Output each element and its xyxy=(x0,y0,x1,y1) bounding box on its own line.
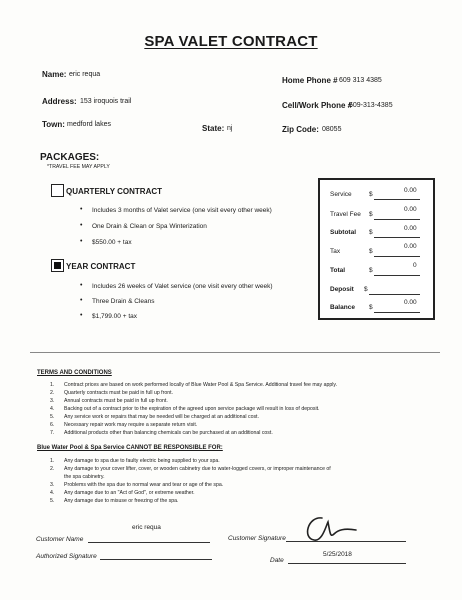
terms-number: 4. xyxy=(50,406,55,412)
travel-fee-note: *TRAVEL FEE MAY APPLY xyxy=(47,164,110,170)
name-value[interactable]: eric requa xyxy=(69,71,101,78)
responsibility-item: 3. Problems with the spa due to normal wear and tear or age of the spa. xyxy=(50,482,224,488)
deposit-label: Deposit xyxy=(330,286,354,293)
customer-signature-label: Customer Signature xyxy=(228,535,286,542)
responsibility-item: 1. Any damage to spa due to faulty electric being supplied to your spa. xyxy=(50,458,220,464)
terms-number: 5. xyxy=(50,414,55,420)
travel-fee-line xyxy=(374,219,420,220)
bullet-icon: • xyxy=(80,312,83,319)
state-label: State: xyxy=(202,124,225,133)
currency-sign: $ xyxy=(369,229,373,236)
terms-number: 2. xyxy=(50,390,55,396)
quarterly-checkbox[interactable] xyxy=(51,184,64,197)
terms-item: 7. Additional products other than balancing chemicals can be purchased at an additional cost. xyxy=(50,430,273,436)
travel-fee-label: Travel Fee xyxy=(330,211,361,218)
balance-line xyxy=(374,312,420,313)
subtotal-label: Subtotal xyxy=(330,229,356,236)
cell-phone-value[interactable]: 609-313-4385 xyxy=(349,102,393,109)
bullet-icon: • xyxy=(80,238,83,245)
year-checkbox[interactable] xyxy=(51,259,64,272)
currency-sign: $ xyxy=(364,286,368,293)
bullet-icon: • xyxy=(80,206,83,213)
currency-sign: $ xyxy=(369,191,373,198)
service-value[interactable]: 0.00 xyxy=(404,187,417,194)
town-label: Town: xyxy=(42,120,65,129)
responsibility-heading: Blue Water Pool & Spa Service CANNOT BE RESPONSIBLE FOR: xyxy=(37,445,223,451)
total-label: Total xyxy=(330,267,346,274)
quarterly-item: $550.00 + tax xyxy=(92,239,132,246)
terms-number: 6. xyxy=(50,422,55,428)
responsibility-number: 1. xyxy=(50,458,55,464)
tax-value[interactable]: 0.00 xyxy=(404,243,417,250)
terms-item: 1. Contract prices are based on work performed locally of Blue Water Pool & Spa Service. Additional travel fee may apply. xyxy=(50,382,338,388)
year-item: Three Drain & Cleans xyxy=(92,298,155,305)
responsibility-item: 2. Any damage to your cover lifter, cover, or wooden cabinetry due to water-logged covers, or improper maintenance of xyxy=(50,466,331,472)
quarterly-item: Includes 3 months of Valet service (one visit every other week) xyxy=(92,207,272,214)
year-label: YEAR CONTRACT xyxy=(66,262,136,271)
terms-item: 5. Any service work or repairs that may be needed will be charged at an additional cost. xyxy=(50,414,259,420)
deposit-line xyxy=(369,294,420,295)
terms-item: 4. Backing out of a contract prior to the expiration of the agreed upon service package will result in loss of deposit. xyxy=(50,406,320,412)
customer-name-line xyxy=(88,542,210,543)
divider xyxy=(30,352,440,353)
date-value[interactable]: 5/25/2018 xyxy=(323,551,352,558)
zip-value[interactable]: 08055 xyxy=(322,126,342,133)
total-value[interactable]: 0 xyxy=(413,262,417,269)
name-label: Name: xyxy=(42,70,67,79)
terms-number: 3. xyxy=(50,398,55,404)
currency-sign: $ xyxy=(369,211,373,218)
authorized-signature-label: Authorized Signature xyxy=(36,553,97,560)
quarterly-label: QUARTERLY CONTRACT xyxy=(66,187,163,196)
travel-fee-value[interactable]: 0.00 xyxy=(404,206,417,213)
currency-sign: $ xyxy=(369,248,373,255)
balance-value[interactable]: 0.00 xyxy=(404,299,417,306)
bullet-icon: • xyxy=(80,222,83,229)
subtotal-value[interactable]: 0.00 xyxy=(404,225,417,232)
page-title: SPA VALET CONTRACT xyxy=(144,33,318,50)
customer-name-label: Customer Name xyxy=(36,536,84,543)
subtotal-line xyxy=(374,237,420,238)
date-line xyxy=(288,563,406,564)
terms-heading: TERMS AND CONDITIONS xyxy=(37,370,112,376)
responsibility-item: 4. Any damage due to an "Act of God", or extreme weather. xyxy=(50,490,195,496)
responsibility-number: 4. xyxy=(50,490,55,496)
responsibility-item: 5. Any damage due to misuse or freezing of the spa. xyxy=(50,498,179,504)
tax-label: Tax xyxy=(330,248,341,255)
currency-sign: $ xyxy=(369,304,373,311)
responsibility-number: 2. xyxy=(50,466,55,472)
customer-signature-line[interactable] xyxy=(286,541,406,542)
terms-number: 1. xyxy=(50,382,55,388)
responsibility-number: 5. xyxy=(50,498,55,504)
home-phone-value[interactable]: 609 313 4385 xyxy=(339,77,382,84)
terms-item: 3. Annual contracts must be paid in full up front. xyxy=(50,398,168,404)
year-item: Includes 26 weeks of Valet service (one visit every other week) xyxy=(92,283,273,290)
responsibility-item-cont: the spa cabinetry. xyxy=(64,474,105,480)
total-line xyxy=(374,275,420,276)
bullet-icon: • xyxy=(80,297,83,304)
year-item: $1,799.00 + tax xyxy=(92,313,137,320)
date-label: Date xyxy=(270,557,284,564)
service-label: Service xyxy=(330,191,352,198)
zip-label: Zip Code: xyxy=(282,125,319,134)
town-value[interactable]: medford lakes xyxy=(67,121,111,128)
address-label: Address: xyxy=(42,97,77,106)
tax-line xyxy=(374,256,420,257)
home-phone-label: Home Phone # xyxy=(282,76,338,85)
quarterly-item: One Drain & Clean or Spa Winterization xyxy=(92,223,207,230)
terms-number: 7. xyxy=(50,430,55,436)
bullet-icon: • xyxy=(80,282,83,289)
responsibility-number: 3. xyxy=(50,482,55,488)
state-value[interactable]: nj xyxy=(227,125,233,132)
terms-item: 2. Quarterly contracts must be paid in full up front. xyxy=(50,390,173,396)
currency-sign: $ xyxy=(369,267,373,274)
address-value[interactable]: 153 iroquois trail xyxy=(80,98,132,105)
packages-heading: PACKAGES: xyxy=(40,152,100,163)
balance-label: Balance xyxy=(330,304,355,311)
service-line xyxy=(374,199,420,200)
terms-item: 6. Necessary repair work may require a separate return visit. xyxy=(50,422,198,428)
customer-name-value[interactable]: eric requa xyxy=(132,524,161,531)
cell-phone-label: Cell/Work Phone # xyxy=(282,101,353,110)
authorized-signature-line[interactable] xyxy=(100,559,212,560)
